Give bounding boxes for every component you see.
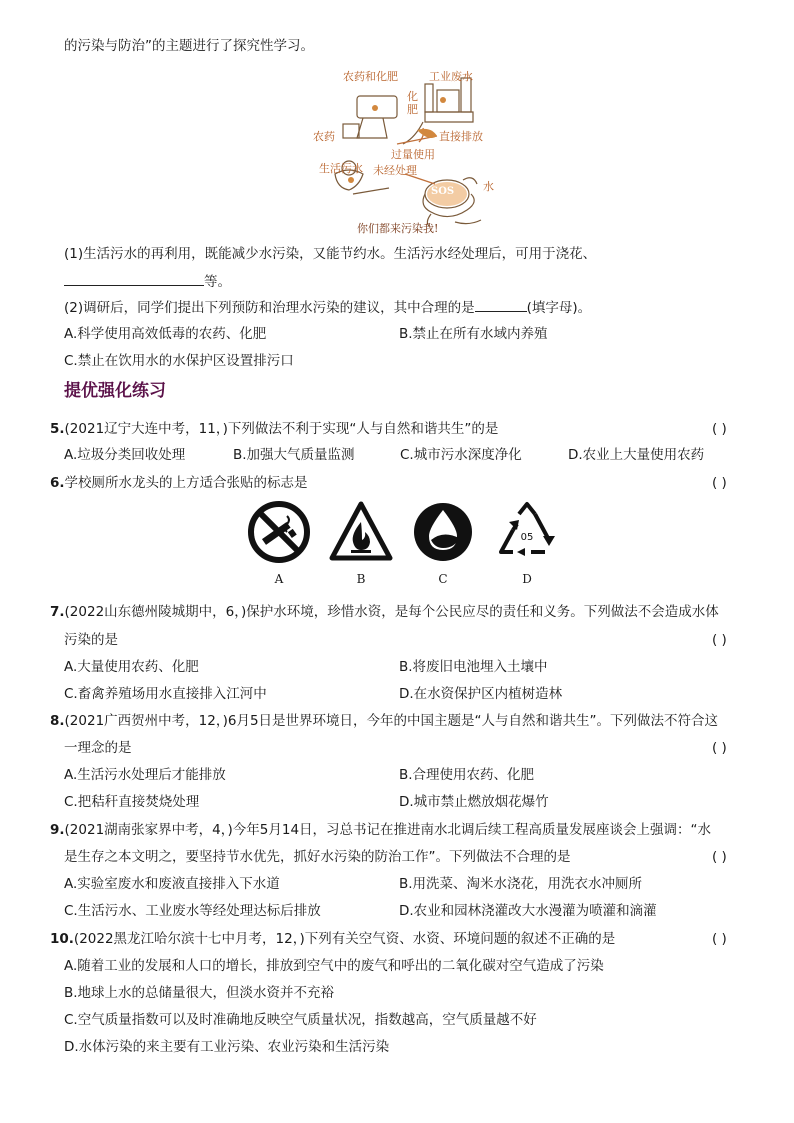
question-9 xyxy=(50,820,711,840)
option: C.空气质量指数可以及时准确地反映空气质量状况，指数越高，空气质量越不好 xyxy=(64,1012,537,1028)
option: A.生活污水处理后才能排放 xyxy=(64,767,226,783)
answer-parentheses[interactable]: ( ) xyxy=(712,931,727,947)
q-sub2-end: (填字母)。 xyxy=(526,300,592,316)
sign-option-d[interactable] xyxy=(492,500,562,586)
option: B.禁止在所有水域内养殖 xyxy=(399,326,548,342)
answer-blank[interactable] xyxy=(475,297,527,312)
question-5 xyxy=(50,419,498,439)
recycle-code: 05 xyxy=(520,532,534,543)
option: D.农业上大量使用农药 xyxy=(568,447,705,463)
option: B.用洗菜、淘米水浇花，用洗衣水冲厕所 xyxy=(399,876,643,892)
option: A.科学使用高效低毒的农药、化肥 xyxy=(64,326,267,342)
pollution-illustration xyxy=(305,62,505,238)
label-pesticide-fertilizer: 农药和化肥 xyxy=(343,70,398,83)
illustration-caption: 你们都来污染我! xyxy=(357,222,439,235)
option: D.农业和园林浇灌改大水漫灌为喷灌和滴灌 xyxy=(399,903,657,919)
option: D.城市禁止燃放烟花爆竹 xyxy=(399,794,549,810)
option: B.将废旧电池埋入土壤中 xyxy=(399,659,548,675)
sign-letter: B xyxy=(356,572,366,586)
option: B.合理使用农药、化肥 xyxy=(399,767,535,783)
q-sub2 xyxy=(64,297,591,318)
label-industrial-wastewater: 工业废水 xyxy=(429,70,473,83)
option: C.生活污水、工业废水等经处理达标后排放 xyxy=(64,903,321,919)
option: A.实验室废水和废液直接排入下水道 xyxy=(64,876,280,892)
question-text: 学校厕所水龙头的上方适合张贴的标志是 xyxy=(64,475,308,491)
question-6 xyxy=(50,473,308,493)
question-number: 5. xyxy=(50,421,65,437)
option: D.水体污染的来主要有工业污染、农业污染和生活污染 xyxy=(64,1039,390,1055)
sign-options xyxy=(240,500,570,595)
question-text: (2022山东德州陵城期中，6，)保护水环境，珍惜水资，是每个公民应尽的责任和义务。下列做法不会造成水体 xyxy=(64,604,719,620)
option: C.禁止在饮用水的水保护区设置排污口 xyxy=(64,353,294,369)
answer-parentheses[interactable]: ( ) xyxy=(712,740,727,756)
section-title: 提优强化练习 xyxy=(64,381,166,401)
sign-letter: C xyxy=(438,572,448,586)
option: B.加强大气质量监测 xyxy=(233,447,355,463)
no-smoking-icon xyxy=(247,500,311,564)
q-sub1-end: 等。 xyxy=(204,274,231,290)
answer-parentheses[interactable]: ( ) xyxy=(712,632,727,648)
question-number: 8. xyxy=(50,713,65,729)
q-sub1-line2 xyxy=(64,271,231,292)
intro-text: 的污染与防治”的主题进行了探究性学习。 xyxy=(64,38,314,54)
answer-parentheses[interactable]: ( ) xyxy=(712,475,727,491)
question-7 xyxy=(50,602,719,622)
water-saving-icon xyxy=(411,500,475,564)
question-9-line2: 是生存之本文明之，要坚持节水优先，抓好水污染的防治工作”。下列做法不合理的是 xyxy=(64,849,571,865)
option: A.随着工业的发展和人口的增长，排放到空气中的废气和呼出的二氧化碳对空气造成了污染 xyxy=(64,958,604,974)
option: A.大量使用农药、化肥 xyxy=(64,659,199,675)
option: A.垃圾分类回收处理 xyxy=(64,447,186,463)
option: B.地球上水的总储量很大，但淡水资并不充裕 xyxy=(64,985,335,1001)
sign-option-a[interactable] xyxy=(244,500,314,586)
question-text: (2022黑龙江哈尔滨十七中月考，12，)下列有关空气资、水资、环境问题的叙述不正确的是 xyxy=(73,931,616,947)
sign-letter: D xyxy=(522,572,532,586)
label-direct-discharge: 直接排放 xyxy=(439,130,483,143)
question-7-line2: 污染的是 xyxy=(64,632,118,648)
question-8-line2: 一理念的是 xyxy=(64,740,132,756)
label-pesticide: 农药 xyxy=(313,130,335,143)
answer-blank[interactable] xyxy=(64,271,204,286)
question-number: 10. xyxy=(50,931,74,947)
q-sub2-text: (2)调研后，同学们提出下列预防和治理水污染的建议，其中合理的是 xyxy=(64,300,475,316)
label-sos: SOS xyxy=(431,186,455,197)
question-10 xyxy=(50,929,615,949)
sign-option-c[interactable] xyxy=(408,500,478,586)
label-domestic-sewage: 生活污水 xyxy=(319,162,363,175)
recycle-icon xyxy=(495,500,559,564)
label-water: 水 xyxy=(483,180,494,193)
answer-parentheses[interactable]: ( ) xyxy=(712,421,727,437)
label-overuse: 过量使用 xyxy=(391,148,435,161)
option: C.城市污水深度净化 xyxy=(400,447,522,463)
label-fertilizer: 化肥 xyxy=(407,90,418,116)
question-8 xyxy=(50,711,718,731)
option: D.在水资保护区内植树造林 xyxy=(399,686,563,702)
option: C.畜禽养殖场用水直接排入江河中 xyxy=(64,686,267,702)
question-text: (2021广西贺州中考，12，)6月5日是世界环境日，今年的中国主题是“人与自然和谐共生”。下列做法不符合这 xyxy=(64,713,719,729)
question-text: (2021辽宁大连中考，11，)下列做法不利于实现“人与自然和谐共生”的是 xyxy=(64,421,499,437)
q-sub1-line1: (1)生活污水的再利用，既能减少水污染，又能节约水。生活污水经处理后，可用于浇花、 xyxy=(64,246,597,262)
flammable-icon xyxy=(329,500,393,564)
question-number: 6. xyxy=(50,475,65,491)
label-untreated: 未经处理 xyxy=(373,164,417,177)
option: C.把秸秆直接焚烧处理 xyxy=(64,794,200,810)
sign-option-b[interactable] xyxy=(326,500,396,586)
answer-parentheses[interactable]: ( ) xyxy=(712,849,727,865)
question-number: 9. xyxy=(50,822,65,838)
question-number: 7. xyxy=(50,604,65,620)
question-text: (2021湖南张家界中考，4，)今年5月14日，习总书记在推进南水北调后续工程高质量发展座谈会上强调：“水 xyxy=(64,822,712,838)
sign-letter: A xyxy=(274,572,284,586)
